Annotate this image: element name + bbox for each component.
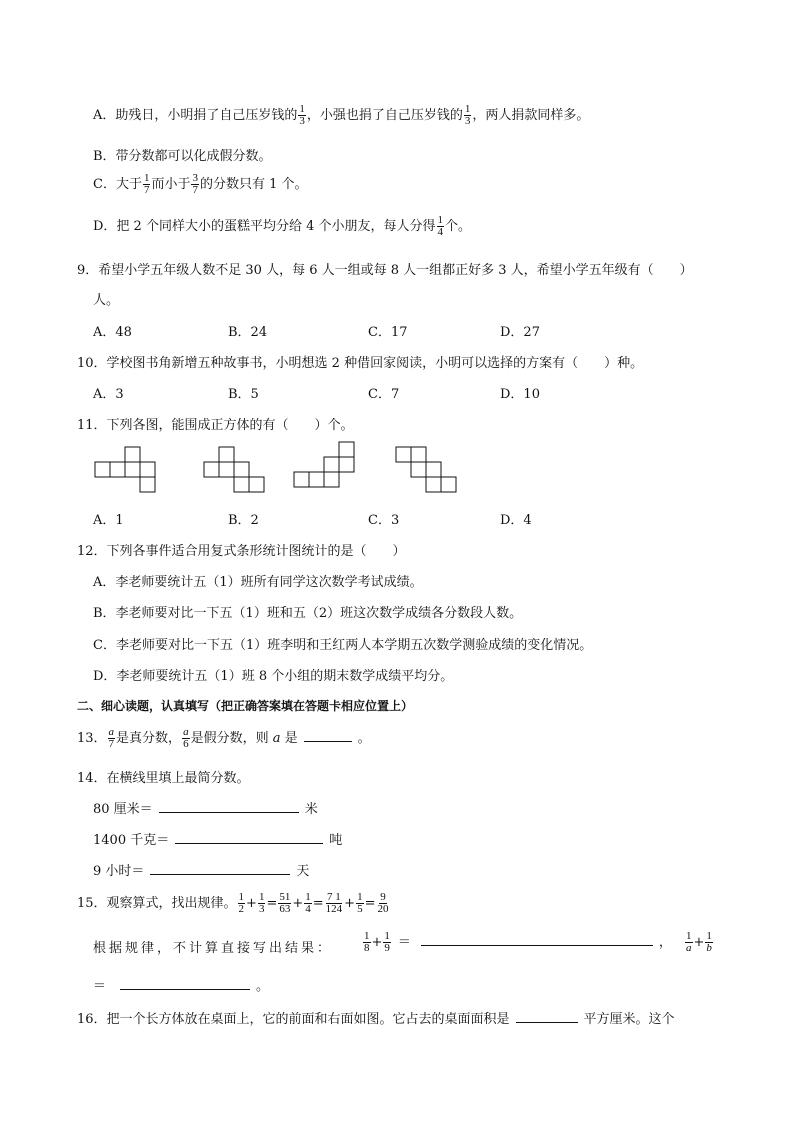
- q11-option-d[interactable]: D．4: [500, 513, 532, 528]
- row-unit: 天: [296, 864, 310, 879]
- numerator: 1: [258, 891, 265, 903]
- period: 。: [256, 979, 270, 994]
- q9-option-a[interactable]: A．48: [93, 325, 132, 340]
- q15-line3: [93, 975, 269, 994]
- denominator: 3: [299, 115, 305, 127]
- denominator: 3: [464, 115, 471, 127]
- q15-line2: [93, 937, 333, 956]
- q16-text-cont: 平方厘米。这个: [583, 1012, 675, 1027]
- denominator: 7: [192, 184, 198, 196]
- fraction: [108, 727, 116, 750]
- equals-sign: ＝: [397, 935, 411, 950]
- numerator: 9: [380, 891, 386, 903]
- variable: a: [272, 731, 281, 746]
- fraction: [705, 931, 713, 954]
- denominator: 3: [258, 903, 265, 915]
- answer-blank[interactable]: [150, 862, 290, 875]
- q16-stem: [77, 1008, 675, 1027]
- row-unit: 吨: [329, 833, 343, 848]
- q10-option-a[interactable]: A．3: [93, 387, 124, 402]
- q10-option-d[interactable]: D．10: [500, 387, 540, 402]
- comma: ，: [658, 935, 672, 950]
- fraction: [356, 892, 364, 915]
- q15-instruction: 根据规律，不计算直接写出结果：: [93, 941, 334, 956]
- q9-option-b[interactable]: B．24: [228, 325, 268, 340]
- q8-c-pre: C．大于: [93, 177, 142, 192]
- q13-text-1: 是真分数，: [116, 731, 182, 746]
- denominator: b: [706, 942, 712, 954]
- fraction: [325, 892, 344, 915]
- cube-net-4: [396, 446, 458, 494]
- row-label: 9 小时＝: [93, 864, 145, 879]
- fraction: [437, 215, 445, 238]
- row-unit: 米: [304, 802, 318, 817]
- denominator: 5: [357, 903, 363, 915]
- numerator: a: [183, 726, 189, 738]
- q8-a-mid: ，小强也捐了自己压岁钱的: [306, 108, 463, 123]
- q15-stem: 15．观察算式，找出规律。 $\frac{1}{2}$ + $\frac{1}{3}$ = $\frac{51}{63}$ + $\frac{1}{4}$ = $\frac{7 1}{124}$ + $\frac{1}{5}$ = $\frac{9}{20}$: [77, 891, 389, 915]
- answer-blank[interactable]: [175, 831, 323, 844]
- denominator: 4: [305, 903, 311, 915]
- denominator: 20: [377, 903, 389, 915]
- q15-expr-1: $\frac{1}{8}$ + $\frac{1}{9}$ ＝ ，: [364, 930, 672, 954]
- q8-a-post: ，两人捐款同样多。: [472, 108, 590, 123]
- equals-sign: ＝: [93, 979, 107, 994]
- q8-a-text: A．助残日，小明捐了自己压岁钱的: [93, 108, 298, 123]
- fraction: [258, 892, 266, 915]
- numerator: 1: [143, 172, 150, 184]
- numerator: 1: [299, 103, 305, 115]
- cube-net-1: [95, 446, 157, 494]
- q11-option-b[interactable]: B．2: [228, 513, 259, 528]
- q13-text-2: 是假分数，则: [190, 731, 273, 746]
- q15-text: 15．观察算式，找出规律。: [77, 896, 237, 911]
- q12-option-d[interactable]: D．李老师要统计五（1）班 8 个小组的期末数学成绩平均分。: [93, 669, 454, 684]
- q8-option-c: [93, 173, 308, 196]
- q10-option-b[interactable]: B．5: [228, 387, 259, 402]
- answer-blank[interactable]: [516, 1010, 578, 1023]
- q10-stem: 10．学校图书角新增五种故事书，小明想选 2 种借回家阅读，小明可以选择的方案有（ ）种。: [77, 356, 644, 371]
- denominator: 4: [437, 226, 443, 238]
- q9-stem: 9．希望小学五年级人数不足 30 人，每 6 人一组或每 8 人一组都正好多 3 人，希望小学五年级有（ ）: [77, 263, 693, 278]
- q14-row-3: [93, 860, 309, 879]
- section-heading: 二、细心读题，认真填写（把正确答案填在答题卡相应位置上）: [77, 699, 414, 713]
- q8-c-mid: 而小于: [151, 177, 191, 192]
- fraction: [363, 931, 371, 954]
- numerator: 1: [305, 891, 311, 903]
- answer-blank[interactable]: [120, 977, 250, 990]
- denominator: 8: [364, 942, 370, 954]
- q13-number: 13．: [77, 731, 107, 746]
- q13-text-3: 是: [280, 731, 298, 746]
- numerator: 7 1: [327, 891, 341, 903]
- fraction: [298, 104, 306, 127]
- q12-option-a[interactable]: A．李老师要统计五（1）班所有同学这次数学考试成绩。: [93, 575, 423, 590]
- answer-blank[interactable]: [159, 800, 299, 813]
- numerator: 1: [357, 891, 363, 903]
- denominator: 7: [108, 738, 115, 750]
- q14-row-2: [93, 829, 342, 848]
- q13: [77, 727, 371, 750]
- q8-d-post: 个。: [445, 219, 472, 234]
- numerator: 3: [192, 172, 198, 184]
- fraction: [191, 173, 199, 196]
- q12-option-b[interactable]: B．李老师要对比一下五（1）班和五（2）班这次数学成绩各分数段人数。: [93, 606, 523, 621]
- q8-d-pre: D．把 2 个同样大小的蛋糕平均分给 4 个小朋友，每人分得: [93, 219, 436, 234]
- numerator: 1: [364, 930, 370, 942]
- fraction: [464, 104, 472, 127]
- q9-option-c[interactable]: C．17: [368, 325, 408, 340]
- q15-expr-2: $\frac{1}{a}$ + $\frac{1}{b}$: [686, 930, 712, 954]
- numerator: 1: [437, 214, 443, 226]
- q16-text: 16．把一个长方体放在桌面上，它的前面和右面如图。它占去的桌面面积是: [77, 1012, 510, 1027]
- answer-blank[interactable]: [304, 729, 352, 742]
- numerator: 1: [384, 930, 390, 942]
- q8-option-d: [93, 215, 471, 238]
- fraction: [685, 931, 693, 954]
- q12-option-c[interactable]: C．李老师要对比一下五（1）班李明和王红两人本学期五次数学测验成绩的变化情况。: [93, 638, 593, 653]
- row-label: 80 厘米＝: [93, 802, 153, 817]
- fraction: [304, 892, 312, 915]
- numerator: 1: [706, 930, 712, 942]
- q11-option-c[interactable]: C．3: [368, 513, 400, 528]
- row-label: 1400 千克＝: [93, 833, 170, 848]
- numerator: 1: [686, 930, 692, 942]
- denominator: 6: [183, 738, 189, 750]
- q10-option-c[interactable]: C．7: [368, 387, 400, 402]
- q11-stem: 11．下列各图，能围成正方体的有（ ）个。: [77, 418, 354, 433]
- q13-end: 。: [357, 731, 371, 746]
- denominator: 2: [238, 903, 245, 915]
- fraction: [182, 727, 190, 750]
- fraction: [143, 173, 151, 196]
- numerator: 1: [464, 103, 471, 115]
- q14-stem: 14．在横线里填上最简分数。: [77, 771, 250, 786]
- denominator: 9: [384, 942, 390, 954]
- q9-stem-cont: 人。: [93, 293, 120, 308]
- q8-c-post: 的分数只有 1 个。: [199, 177, 308, 192]
- fraction: [376, 892, 389, 915]
- q14-row-1: [93, 798, 318, 817]
- denominator: 63: [279, 903, 291, 915]
- numerator: a: [108, 726, 115, 738]
- cube-net-3: [294, 441, 356, 489]
- q9-option-d[interactable]: D．27: [500, 325, 540, 340]
- fraction: [278, 892, 291, 915]
- denominator: 7: [143, 184, 150, 196]
- denominator: a: [686, 942, 692, 954]
- numerator: 1: [238, 891, 245, 903]
- fraction: [238, 892, 246, 915]
- answer-blank[interactable]: [421, 933, 653, 946]
- fraction: [383, 931, 391, 954]
- denominator: 124: [325, 903, 343, 915]
- numerator: 51: [279, 891, 291, 903]
- q11-option-a[interactable]: A．1: [93, 513, 124, 528]
- q12-stem: 12．下列各事件适合用复式条形统计图统计的是（ ）: [77, 544, 406, 559]
- q8-option-a: [93, 104, 589, 127]
- cube-net-2: [204, 446, 266, 494]
- q8-option-b: B．带分数都可以化成假分数。: [93, 149, 272, 164]
